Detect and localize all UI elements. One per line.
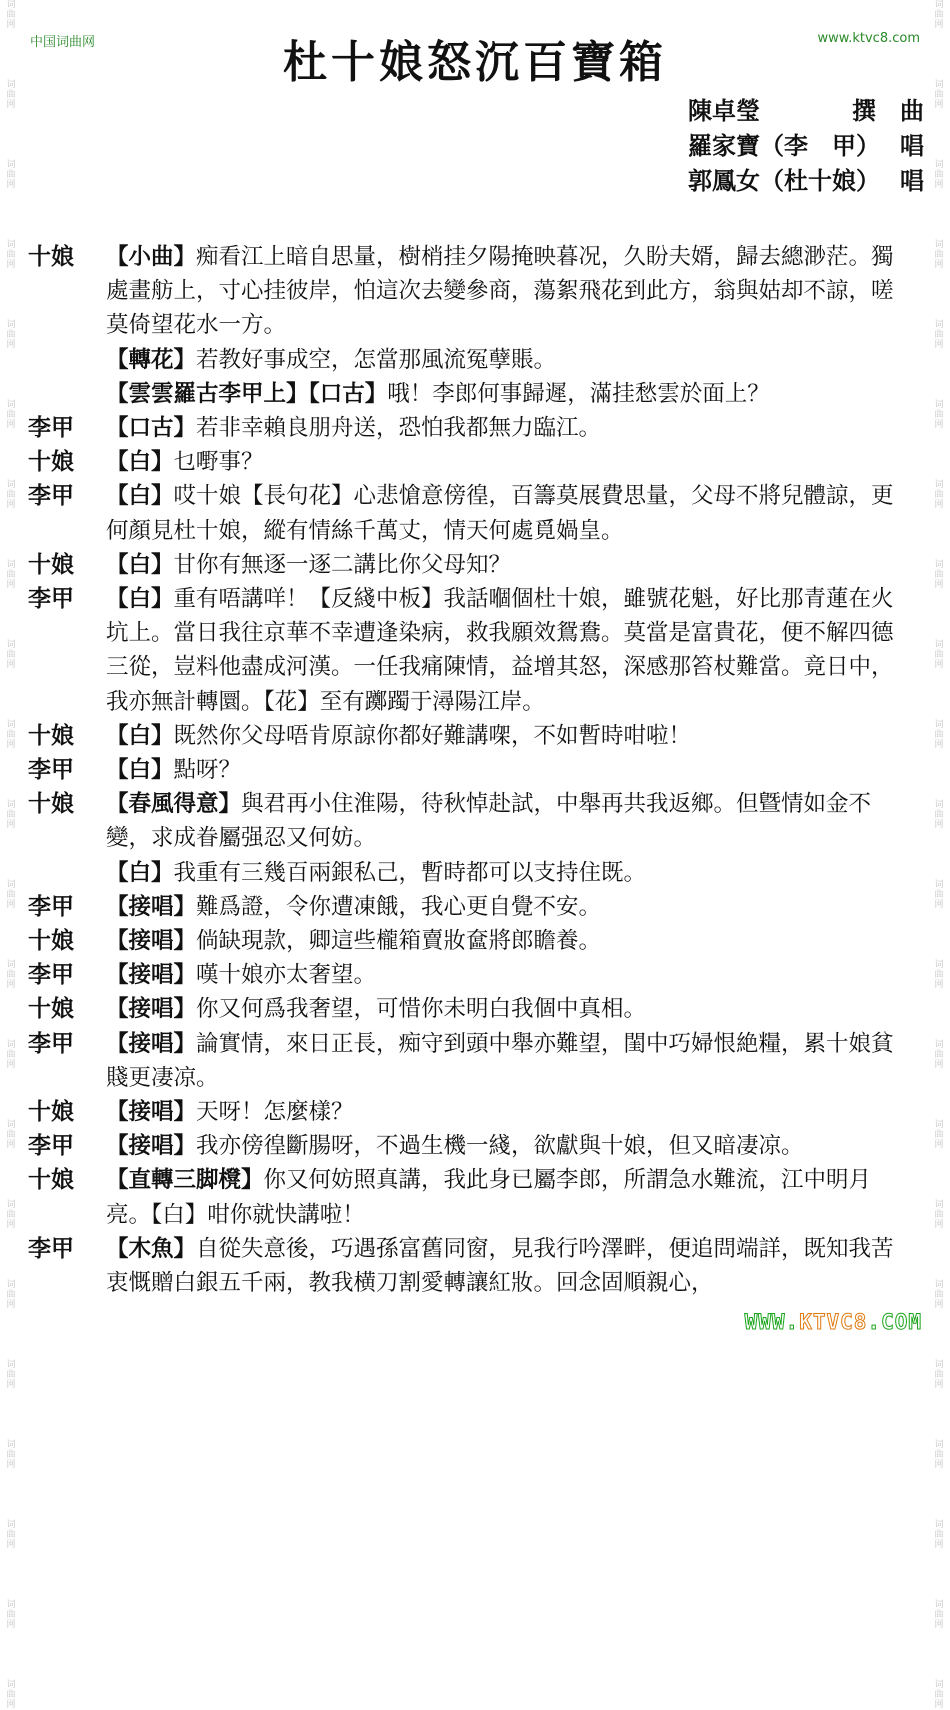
lyric-text: 自從失意後，巧遇孫富舊同窗，見我行吟澤畔，便追問端詳，既知我苦衷慨贈白銀五千兩，教我横刀割愛轉讓紅妝。回念固順親心，: [106, 1235, 894, 1297]
speaker: 李甲: [28, 414, 74, 442]
script-line: [28, 1027, 908, 1095]
speaker: 十娘: [28, 721, 74, 749]
footer-logo-suffix: .COM: [867, 1310, 922, 1334]
speaker: 十娘: [28, 790, 74, 818]
tune-tag: 【接唱】: [106, 893, 197, 920]
tune-tag: 【白】: [106, 859, 174, 886]
side-watermark-left: 词 曲 网 词 曲 网 词 曲 网 词 曲 网 词 曲 网 词 曲 网 词 曲 网 词 曲 网 词 曲 网 词 曲 网 词 曲 网 词 曲 网 词 曲 网 词 曲 网 词 曲 网 词 曲 网 词 曲 网 词 曲 网 词 曲 网 词 曲 网 词 曲 网 词 曲 网: [6, 0, 16, 1710]
tune-tag: 【轉花】: [106, 346, 197, 373]
script-line: [28, 377, 908, 411]
speaker: 十娘: [28, 1098, 74, 1126]
speaker: 李甲: [28, 1132, 74, 1160]
tune-tag: 【接唱】: [106, 1099, 197, 1126]
lyric-text: 倘缺現款，卿這些櫳箱賣妝奩將郎瞻養。: [196, 928, 602, 955]
lyric-text: 痴看江上暗自思量，樹梢挂夕陽掩映暮况，久盼夫婿，歸去總渺茫。獨處畫舫上，寸心挂彼岸，怕這次去變參商，蕩絮飛花到此方，翁與姑却不諒，嗟莫倚望花水一方。: [106, 244, 894, 339]
tune-tag: 【接唱】: [106, 928, 197, 955]
credit-singer-du-shiniang: [688, 163, 924, 198]
script-line: [28, 1232, 908, 1300]
lyric-text: 難爲證，令你遭凍餓，我心更自覺不安。: [196, 893, 602, 920]
line-content: [106, 787, 908, 855]
script-line: [28, 719, 908, 753]
tune-tag: 【接唱】: [106, 1030, 197, 1057]
script-line: [28, 1163, 908, 1231]
script-line: [28, 1095, 908, 1129]
footer-logo-prefix: WWW.: [744, 1310, 800, 1334]
line-content: [106, 1163, 908, 1231]
tune-tag: 【接唱】: [106, 962, 197, 989]
speaker: 十娘: [28, 927, 74, 955]
tune-tag: 【木魚】: [106, 1235, 197, 1262]
lyric-text: 你又何妨照真講，我此身已屬李郎，所謂急水難流，江中明月亮。【白】咁你就快講啦！: [106, 1167, 872, 1228]
script-line: [28, 445, 908, 479]
script-line: [28, 958, 908, 992]
credit-role: 唱: [900, 131, 924, 160]
speaker: 十娘: [28, 243, 74, 270]
page-title: 杜十娘怒沉百寶箱: [283, 37, 667, 88]
tune-tag: 【雲雲羅古李甲上】【口古】: [106, 380, 388, 407]
line-content: [106, 582, 908, 719]
script-line: [28, 753, 908, 787]
script-line: [28, 856, 908, 890]
speaker: 十娘: [28, 550, 74, 578]
site-name: 中国词曲网: [30, 35, 96, 50]
lyric-text: 你又何爲我奢望，可惜你未明白我個中真相。: [196, 996, 647, 1023]
speaker: 李甲: [28, 1234, 74, 1262]
script-line: [28, 548, 908, 582]
line-content: [106, 1027, 908, 1095]
speaker: 李甲: [28, 892, 74, 920]
lyric-text: 既然你父母唔肯原諒你都好難講㗎，不如暫時咁啦！: [173, 722, 692, 749]
script-line: [28, 343, 908, 377]
script-line: [28, 479, 908, 547]
lyric-text: 嘆十娘亦太奢望。: [196, 962, 377, 989]
line-content: [106, 992, 908, 1026]
line-content: [106, 343, 908, 377]
script-line: [28, 240, 908, 343]
speaker: 李甲: [28, 1029, 74, 1057]
credit-name: 陳卓瑩: [688, 96, 760, 125]
credits-block: [688, 93, 924, 198]
line-content: [106, 411, 908, 445]
script-line: [28, 1129, 908, 1163]
script-line: [28, 992, 908, 1026]
tune-tag: 【白】: [106, 483, 174, 510]
tune-tag: 【直轉三脚櫈】: [106, 1167, 264, 1194]
tune-tag: 【白】: [106, 757, 174, 784]
line-content: [106, 1095, 908, 1129]
credit-singer-li-jia: [688, 128, 924, 163]
tune-tag: 【口古】: [106, 415, 197, 442]
lyric-text: 甘你有無逐一逐二講比你父母知？: [173, 551, 512, 578]
script-line: [28, 924, 908, 958]
script-line: [28, 787, 908, 855]
credit-composer: [688, 93, 924, 128]
tune-tag: 【接唱】: [106, 1133, 197, 1160]
line-content: [106, 548, 908, 582]
footer-site-logo: [745, 1310, 922, 1334]
script-line: [28, 890, 908, 924]
lyric-text: 天呀！怎麼樣？: [196, 1099, 354, 1126]
tune-tag: 【接唱】: [106, 996, 197, 1023]
credit-role: 撰 曲: [852, 96, 924, 125]
tune-tag: 【白】: [106, 551, 174, 578]
tune-tag: 【白】: [106, 449, 174, 476]
tune-tag: 【小曲】: [106, 244, 197, 270]
lyric-text: 哎十娘【長句花】心悲愴意傍徨，百籌莫展費思量，父母不將兒體諒，更何顏見杜十娘，縱有情絲千萬丈，情天何處覓媧皇。: [106, 483, 894, 544]
line-content: [106, 377, 908, 411]
speaker: 李甲: [28, 585, 74, 613]
credit-name: 羅家寶（李 甲）: [688, 131, 880, 160]
line-content: [106, 753, 908, 787]
line-content: [106, 479, 908, 547]
line-content: [106, 1129, 908, 1163]
lyric-text: 乜嘢事？: [173, 449, 264, 476]
speaker: 十娘: [28, 448, 74, 476]
line-content: [106, 958, 908, 992]
lyric-text: 若教好事成空，怎當那風流冤孽賬。: [196, 346, 557, 373]
line-content: [106, 240, 908, 343]
speaker: 十娘: [28, 1166, 74, 1194]
speaker: 李甲: [28, 756, 74, 784]
lyric-text: 我重有三幾百兩銀私己，暫時都可以支持住既。: [173, 859, 647, 886]
lyric-text: 重有唔講咩！【反綫中板】我話嗰個杜十娘，雖號花魁，好比那青蓮在火坑上。當日我往京華不幸遭逢染病，救我願效鴛鴦。莫當是富貴花，便不解四德三從，豈料他盡成河漢。一任我痛陳情，益增其怒，深感那笞杖難當。竟日中，我亦無計轉圜。【花】至有躑躅于潯陽江岸。: [106, 586, 894, 715]
side-watermark-right: 词 曲 网 词 曲 网 词 曲 网 词 曲 网 词 曲 网 词 曲 网 词 曲 网 词 曲 网 词 曲 网 词 曲 网 词 曲 网 词 曲 网 词 曲 网 词 曲 网 词 曲 网 词 曲 网 词 曲 网 词 曲 网 词 曲 网 词 曲 网 词 曲 网 词 曲 网: [934, 0, 944, 1710]
lyric-text: 我亦傍徨斷腸呀，不過生機一綫，欲獻與十娘，但又暗凄凉。: [196, 1133, 804, 1160]
credit-name: 郭鳳女（杜十娘）: [688, 166, 880, 195]
site-url: www.ktvc8.com: [817, 31, 920, 46]
lyric-text: 哦！李郎何事歸遲，滿挂愁雲於面上？: [387, 380, 770, 407]
tune-tag: 【春風得意】: [106, 791, 242, 818]
script-body: [28, 240, 908, 1300]
lyric-text: 與君再小住淮陽，待秋悼赴試，中舉再共我返鄉。但曁情如金不變，求成眷屬强忍又何妨。: [106, 791, 872, 852]
tune-tag: 【白】: [106, 722, 174, 749]
speaker: 李甲: [28, 482, 74, 510]
tune-tag: 【白】: [106, 586, 174, 613]
script-line: [28, 582, 908, 719]
lyric-text: 點呀？: [173, 757, 242, 784]
speaker: 李甲: [28, 961, 74, 989]
line-content: [106, 856, 908, 890]
line-content: [106, 1232, 908, 1300]
script-line: [28, 411, 908, 445]
credit-role: 唱: [900, 166, 924, 195]
lyric-text: 若非幸賴良朋舟送，恐怕我都無力臨江。: [196, 415, 602, 442]
footer-logo-brand: KTVC8: [799, 1310, 868, 1334]
line-content: [106, 890, 908, 924]
line-content: [106, 719, 908, 753]
speaker: 十娘: [28, 995, 74, 1023]
line-content: [106, 924, 908, 958]
lyric-text: 論實情，來日正長，痴守到頭中舉亦難望，閨中巧婦恨絶糧，累十娘貧賤更凄凉。: [106, 1030, 894, 1091]
line-content: [106, 445, 908, 479]
